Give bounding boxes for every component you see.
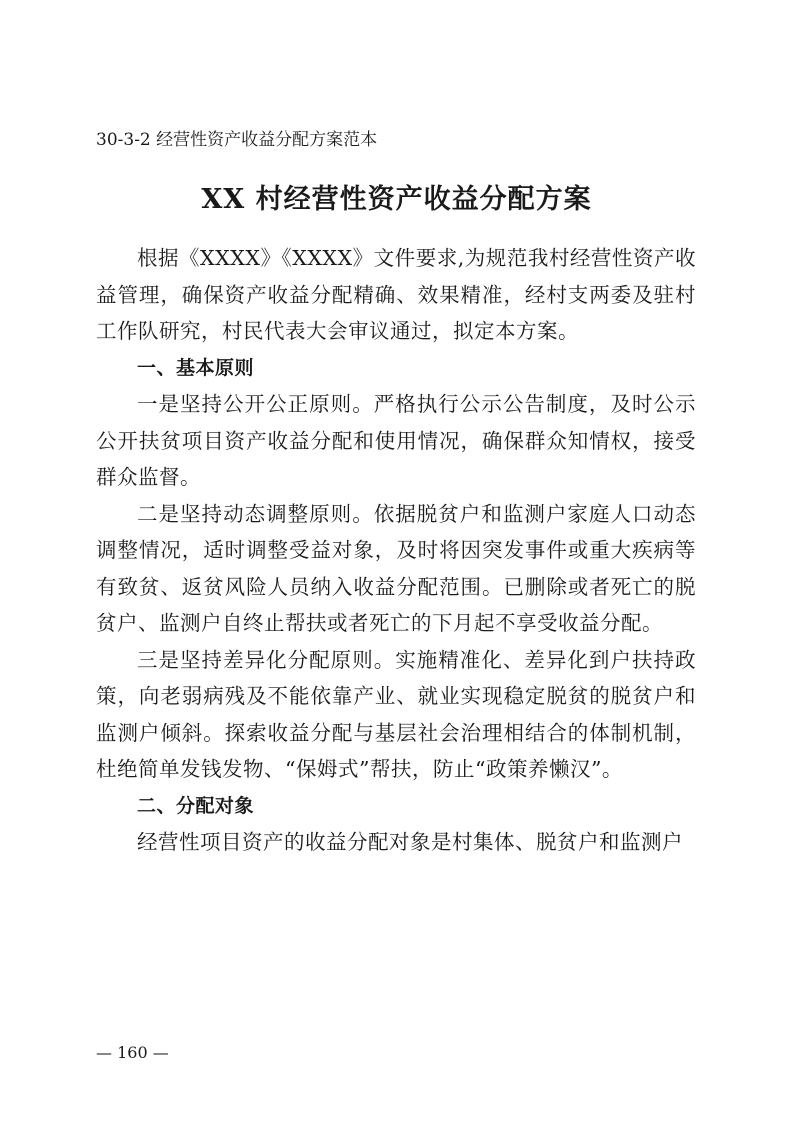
principle-paragraph-2: 二是坚持动态调整原则。依据脱贫户和监测户家庭人口动态调整情况，适时调整受益对象，及时将因突发事件或重大疾病等有致贫、返贫风险人员纳入收益分配范围。已删除或者死亡的脱贫户、监测户自终止帮扶或者死亡的下月起不享受收益分配。: [96, 501, 696, 635]
document-body: [96, 240, 696, 861]
document-code: 30-3-2 经营性资产收益分配方案范本: [96, 130, 378, 150]
page-number: — 160 —: [96, 1043, 169, 1062]
section-heading-distribution-targets: 二、分配对象: [137, 794, 255, 817]
principle-paragraph-3: 三是坚持差异化分配原则。实施精准化、差异化到户扶持政策，向老弱病残及不能依靠产业、就业实现稳定脱贫的脱贫户和监测户倾斜。探索收益分配与基层社会治理相结合的体制机制，杜绝简单发钱发物、“保姆式”帮扶，防止“政策养懒汉”。: [96, 647, 696, 781]
principle-paragraph-1: 一是坚持公开公正原则。严格执行公示公告制度，及时公示公开扶贫项目资产收益分配和使用情况，确保群众知情权，接受群众监督。: [96, 392, 696, 489]
intro-paragraph: 根据《XXXX》《XXXX》文件要求,为规范我村经营性资产收益管理，确保资产收益分配精确、效果精准，经村支两委及驻村工作队研究，村民代表大会审议通过，拟定本方案。: [96, 246, 696, 343]
section-heading-basic-principles: 一、基本原则: [137, 356, 255, 379]
targets-paragraph: 经营性项目资产的收益分配对象是村集体、脱贫户和监测户: [137, 830, 683, 854]
document-title: XX 村经营性资产收益分配方案: [201, 184, 592, 215]
